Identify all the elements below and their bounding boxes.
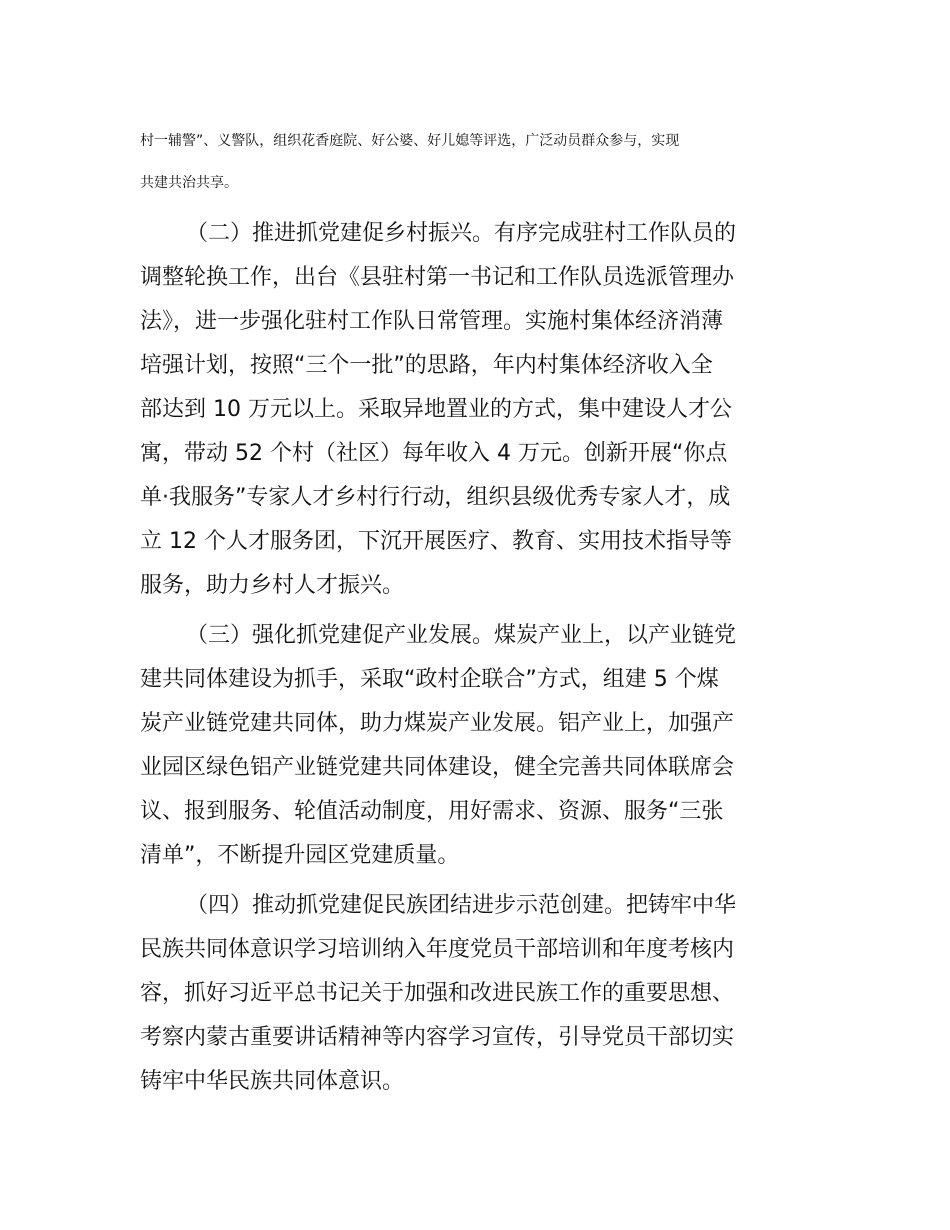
paragraph-line: 法》，进一步强化驻村工作队日常管理。实施村集体经济消薄 [140, 309, 724, 334]
paragraph-line: 立 12 个人才服务团，下沉开展医疗、教育、实用技术指导等 [140, 529, 732, 554]
paragraph-line: 议、报到服务、轮值活动制度，用好需求、资源、服务“三张 [140, 799, 724, 824]
paragraph-line: 炭产业链党建共同体，助力煤炭产业发展。铝产业上，加强产 [140, 711, 735, 736]
paragraph-line: （二）推进抓党建促乡村振兴。有序完成驻村工作队员的 [186, 221, 737, 246]
paragraph-line: 培强计划，按照“三个一批”的思路，年内村集体经济收入全 [140, 353, 713, 378]
paragraph-line: 寓，带动 52 个村（社区）每年收入 4 万元。创新开展“你点 [140, 441, 728, 466]
intro-line: 共建共治共享。 [140, 175, 238, 191]
paragraph-line: 单·我服务”专家人才乡村行行动，组织县级优秀专家人才，成 [140, 485, 731, 510]
paragraph-line: 民族共同体意识学习培训纳入年度党员干部培训和年度考核内 [140, 937, 735, 962]
paragraph-line: 调整轮换工作，出台《县驻村第一书记和工作队员选派管理办 [140, 265, 735, 290]
paragraph-line: （三）强化抓党建促产业发展。煤炭产业上，以产业链党 [186, 623, 737, 648]
paragraph-line: 铸牢中华民族共同体意识。 [140, 1069, 405, 1094]
intro-line: 村一辅警”、义警队，组织花香庭院、好公婆、好儿媳等评选，广泛动员群众参与，实现 [140, 133, 680, 149]
paragraph-line: 建共同体建设为抓手，采取“政村企联合”方式，组建 5 个煤 [140, 667, 719, 692]
paragraph-line: 容，抓好习近平总书记关于加强和改进民族工作的重要思想、 [140, 981, 735, 1006]
paragraph-line: （四）推动抓党建促民族团结进步示范创建。把铸牢中华 [186, 893, 737, 918]
paragraph-line: 部达到 10 万元以上。采取异地置业的方式，集中建设人才公 [140, 397, 732, 422]
paragraph-line: 服务，助力乡村人才振兴。 [140, 573, 405, 598]
paragraph-line: 考察内蒙古重要讲话精神等内容学习宣传，引导党员干部切实 [140, 1025, 735, 1050]
paragraph-line: 业园区绿色铝产业链党建共同体建设，健全完善共同体联席会 [140, 755, 735, 780]
paragraph-line: 清单”，不断提升园区党建质量。 [140, 843, 460, 868]
